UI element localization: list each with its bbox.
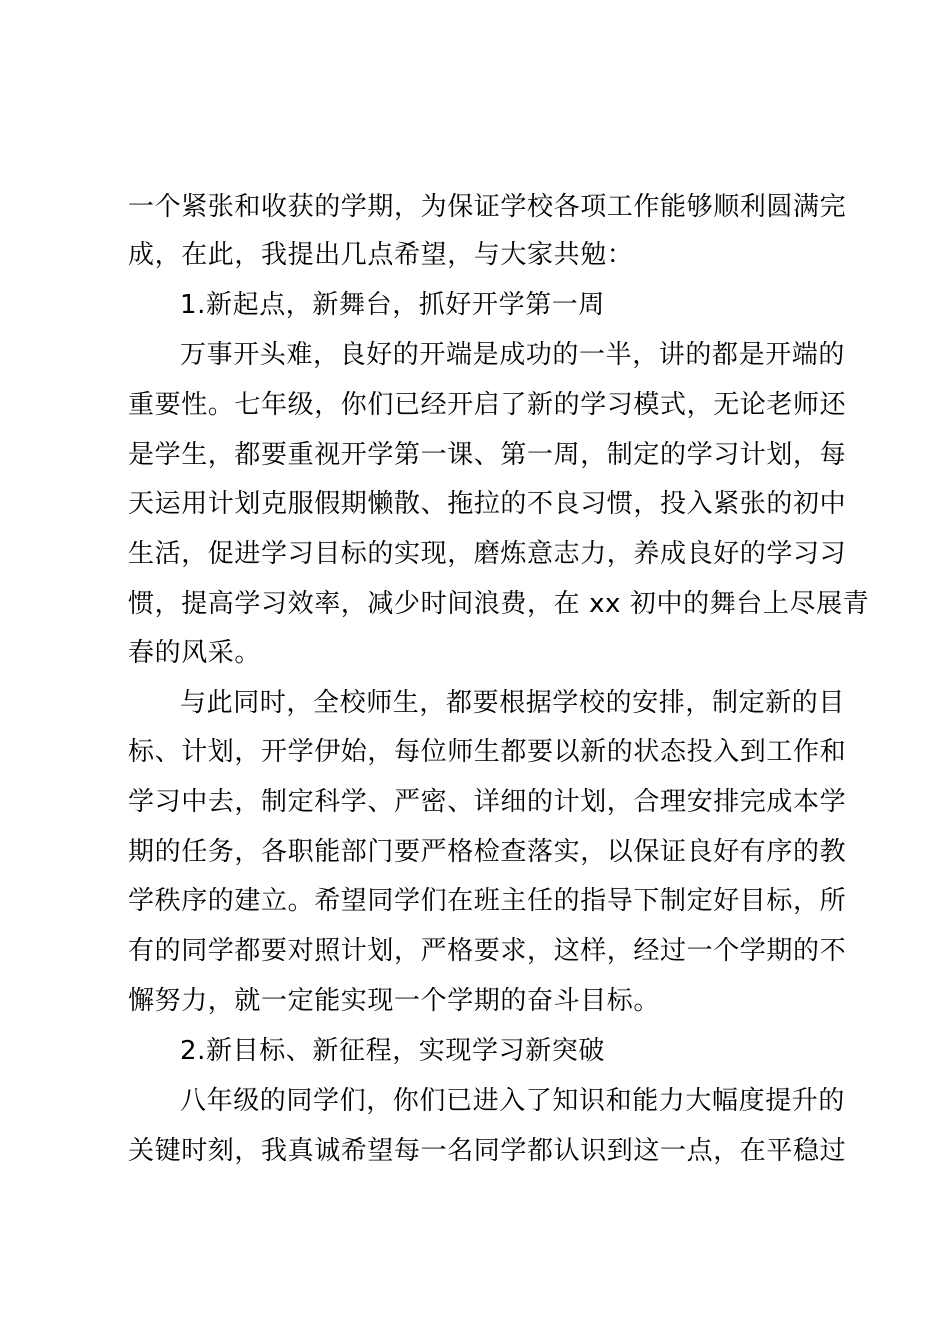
text-line: 标、计划，开学伊始，每位师生都要以新的状态投入到工作和: [128, 737, 847, 767]
section-heading: 2.新目标、新征程，实现学习新突破: [180, 1036, 606, 1066]
text-line: 惯，提高学习效率，减少时间浪费，在 xx 初中的舞台上尽展青: [128, 589, 870, 619]
text-line: 重要性。七年级，你们已经开启了新的学习模式，无论老师还: [128, 390, 847, 420]
text-line: 是学生，都要重视开学第一课、第一周，制定的学习计划，每: [128, 440, 847, 470]
text-line: 期的任务，各职能部门要严格检查落实，以保证良好有序的教: [128, 837, 847, 867]
text-line: 一个紧张和收获的学期，为保证学校各项工作能够顺利圆满完: [128, 192, 847, 222]
text-line: 学习中去，制定科学、严密、详细的计划，合理安排完成本学: [128, 787, 847, 817]
paragraph-first-line: 八年级的同学们，你们已进入了知识和能力大幅度提升的: [180, 1086, 846, 1116]
paragraph-first-line: 与此同时，全校师生，都要根据学校的安排，制定新的目: [180, 688, 846, 718]
text-line: 生活，促进学习目标的实现，磨炼意志力，养成良好的学习习: [128, 539, 847, 569]
text-line: 天运用计划克服假期懒散、拖拉的不良习惯，投入紧张的初中: [128, 489, 847, 519]
text-line: 关键时刻，我真诚希望每一名同学都认识到这一点，在平稳过: [128, 1136, 847, 1166]
text-line: 懈努力，就一定能实现一个学期的奋斗目标。: [128, 986, 661, 1016]
text-line: 有的同学都要对照计划，严格要求，这样，经过一个学期的不: [128, 936, 847, 966]
section-heading: 1.新起点，新舞台，抓好开学第一周: [180, 290, 606, 320]
text-line: 成，在此，我提出几点希望，与大家共勉：: [128, 240, 634, 270]
paragraph-first-line: 万事开头难，良好的开端是成功的一半，讲的都是开端的: [180, 340, 846, 370]
text-line: 学秩序的建立。希望同学们在班主任的指导下制定好目标，所: [128, 886, 847, 916]
text-line: 春的风采。: [128, 638, 262, 668]
